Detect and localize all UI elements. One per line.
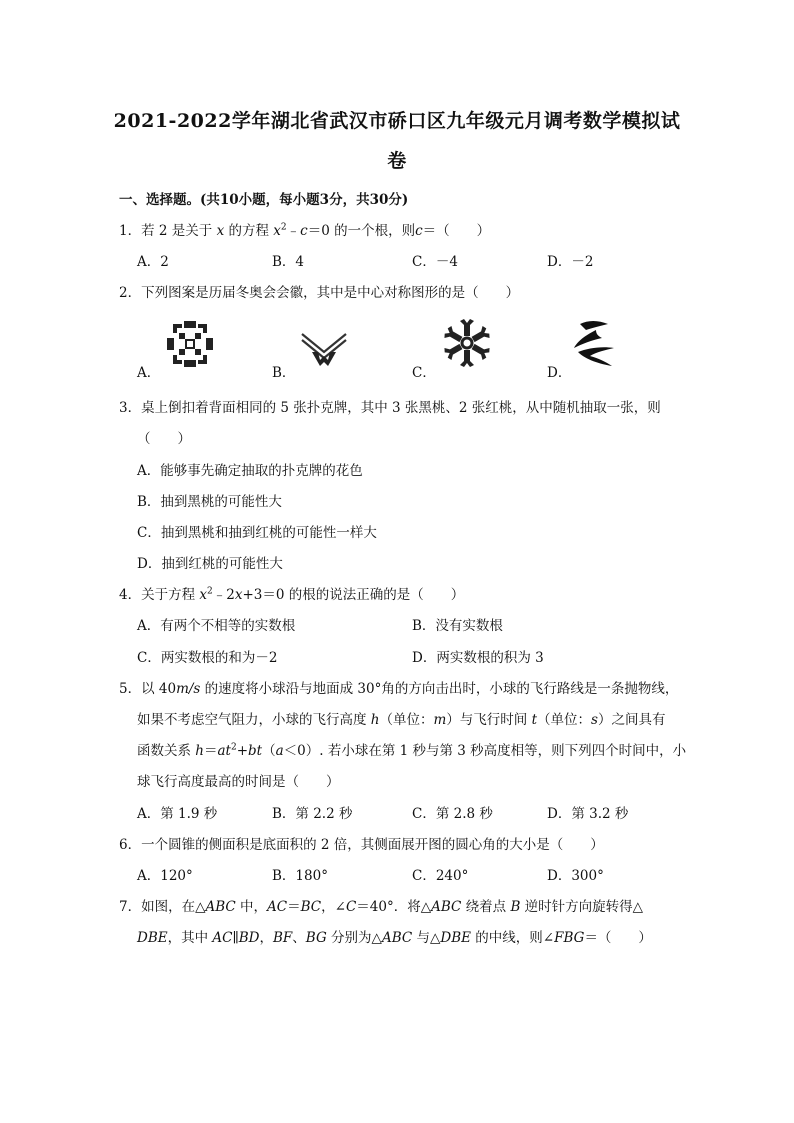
question-2-option-a-label: A． [137, 365, 161, 381]
question-6-option-a: A．120° [137, 868, 193, 884]
question-6-option-d: D．300° [547, 868, 604, 884]
question-1-stem: 1．若 2 是关于 x 的方程 $x^2﹣c=0$ 的一个根，则c＝（ ） [119, 222, 491, 239]
question-5-stem-line4: 球飞行高度最高的时间是（ ） [137, 774, 340, 790]
emblem-b-icon [298, 330, 350, 370]
question-4-stem: 4．关于方程 $x^2﹣2x+3=0$ 的根的说法正确的是（ ） [119, 586, 465, 603]
emblem-a-icon [164, 318, 216, 370]
page-title: 2021-2022学年湖北省武汉市硚口区九年级元月调考数学模拟试 [113, 110, 681, 132]
question-6-option-b: B．180° [272, 868, 328, 884]
question-1-option-b: B．4 [272, 254, 305, 270]
question-4-option-b: B．没有实数根 [412, 618, 503, 634]
question-4-option-c: C．两实数根的和为－2 [137, 650, 278, 666]
question-1-option-a: A．2 [137, 254, 169, 270]
question-1-option-d: D．－2 [547, 254, 594, 270]
question-5-stem-line3: 函数关系 $h=at^2+bt(a<0)$. 若小球在第 1 秒与第 3 秒高度相等，则下列四个时间中，小 [137, 742, 687, 759]
question-6-stem: 6．一个圆锥的侧面积是底面积的 2 倍，其侧面展开图的圆心角的大小是（ ） [119, 837, 604, 853]
question-4-option-a: A．有两个不相等的实数根 [137, 618, 296, 634]
question-3-option-d: D．抽到红桃的可能性大 [137, 556, 283, 572]
question-5-stem-line2: 如果不考虑空气阻力，小球的飞行高度 h（单位：m）与飞行时间 t（单位：s）之间具有 [137, 712, 666, 728]
question-5-option-b: B．第 2.2 秒 [272, 806, 353, 822]
question-5-option-a: A．第 1.9 秒 [137, 806, 218, 822]
question-5-option-c: C．第 2.8 秒 [412, 806, 493, 822]
question-2-option-d-label: D． [547, 365, 572, 381]
question-6-option-c: C．240° [412, 868, 469, 884]
question-2-option-c-label: C． [412, 365, 436, 381]
question-4-option-d: D．两实数根的积为 3 [412, 650, 544, 666]
question-3-stem-line1: 3．桌上倒扣着背面相同的 5 张扑克牌，其中 3 张黑桃、2 张红桃，从中随机抽取一张，则 [119, 400, 661, 416]
emblem-c-icon [440, 316, 494, 370]
question-3-stem-line2: （ ） [137, 431, 191, 447]
page-title-continued: 卷 [387, 150, 407, 172]
question-1-option-c: C．－4 [412, 254, 458, 270]
emblem-d-icon [568, 316, 622, 370]
question-3-option-a: A．能够事先确定抽取的扑克牌的花色 [137, 463, 363, 479]
question-2-option-b-label: B． [272, 365, 296, 381]
question-2-stem: 2．下列图案是历届冬奥会会徽，其中是中心对称图形的是（ ） [119, 285, 520, 301]
question-5-option-d: D．第 3.2 秒 [547, 806, 629, 822]
question-7-stem-line2: DBE，其中 AC∥BD，BF、BG 分别为△ABC 与△DBE 的中线，则∠FBG＝（ ） [137, 930, 652, 946]
question-7-stem-line1: 7．如图，在△ABC 中，AC＝BC，∠C＝40°．将△ABC 绕着点 B 逆时针方向旋转得△ [119, 899, 644, 915]
question-3-option-b: B．抽到黑桃的可能性大 [137, 494, 282, 510]
question-5-stem-line1: 5．以 40m/s 的速度将小球沿与地面成 30°角的方向击出时，小球的飞行路线是一条抛物线， [119, 681, 679, 697]
question-3-option-c: C．抽到黑桃和抽到红桃的可能性一样大 [137, 525, 377, 541]
section-heading: 一、选择题。(共10小题，每小题3分，共30分) [119, 192, 409, 208]
